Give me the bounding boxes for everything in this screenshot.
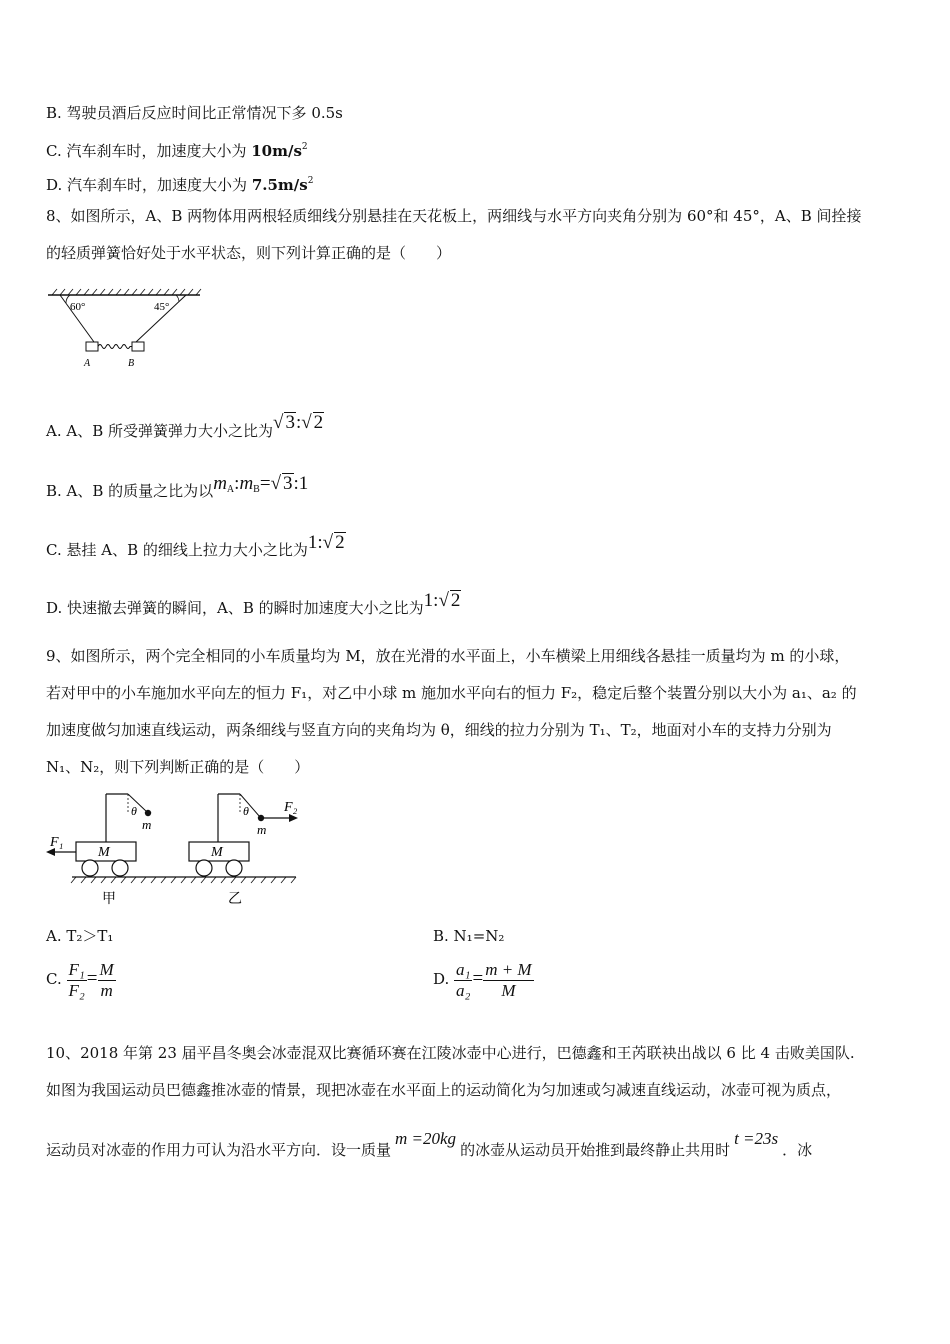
svg-text:θ: θ [131,804,137,818]
q9-figure [44,789,304,911]
angle-60-label: 60° [70,301,86,313]
cart-jia [46,794,151,907]
q7-option-d: D. 汽车刹车时，加速度大小为 $7.5m/s^2$ [46,176,314,194]
q8-option-a: A. A、B 所受弹簧弹力大小之比为√ 3:√ 2 [46,412,324,440]
block-b [132,342,144,351]
svg-text:M: M [211,845,223,860]
q8-stem-line1: 8、如图所示，A、B 两物体用两根轻质细线分别悬挂在天花板上，两细线与水平方向夹角分别为 60°和 45°，A、B 间拴接 [46,207,862,225]
q9-stem-line3: 加速度做匀加速直线运动，两条细线与竖直方向的夹角均为 θ，细线的拉力分别为 T₁、T₂，地面对小车的支持力分别为 [46,721,832,739]
q9-option-c: C. $\frac{\text{F₁}}{\text{F₂}}$ = $\frac{M}{m}$ [46,959,114,1000]
q9-stem-line4: N₁、N₂，则下列判断正确的是（ ） [46,758,310,776]
cart-yi [189,794,298,907]
label-b: B [128,358,135,369]
label-a: A [84,358,91,369]
svg-text:M: M [98,845,110,860]
svg-text:θ: θ [243,804,249,818]
svg-text:m: m [142,817,152,832]
q9-stem-line1: 9、如图所示，两个完全相同的小车质量均为 M，放在光滑的水平面上，小车横梁上用细线各悬挂一质量均为 m 的小球， [46,647,850,665]
svg-text:F₂: F₂ [284,800,298,815]
q8-figure [44,287,204,372]
angle-45-label: 45° [154,301,170,313]
q7-option-b: B. 驾驶员酒后反应时间比正常情况下多 0.5s [46,104,343,122]
q8-stem-line2: 的轻质弹簧恰好处于水平状态，则下列计算正确的是（ ） [46,244,452,262]
q8-option-b: B. A、B 的质量之比为以$m_A:m_B=√$ 3:1 [46,473,309,500]
q10-stem-line2: 如图为我国运动员巴德鑫推冰壶的情景，现把冰壶在水平面上的运动简化为匀加速或匀减速直线运动，冰壶可视为质点， [46,1081,842,1099]
svg-text:甲: 甲 [102,891,116,907]
q8-option-c: C. 悬挂 A、B 的细线上拉力大小之比为1:√ 2 [46,532,345,559]
q7-option-c: C. 汽车刹车时，加速度大小为 $10m/s^2$ [46,142,308,160]
spring [98,345,132,349]
block-a [86,342,98,351]
q9-option-d: D. $\frac{\text{a₁}}{\text{a₂}}$ = $\frac{m + M}{M}$ [433,959,532,1000]
svg-text:F₁: F₁ [50,835,64,850]
q9-stem-line2: 若对甲中的小车施加水平向左的恒力 F₁，对乙中小球 m 施加水平向右的恒力 F₂，稳定后整个装置分别以大小为 a₁、a₂ 的 [46,684,857,702]
q10-stem-line3: 运动员对冰壶的作用力可认为沿水平方向．设一质量m =20kg的冰壶从运动员开始推到最终静止共用时t =23s．冰 [46,1129,813,1159]
q10-stem-line1: 10、2018 年第 23 届平昌冬奥会冰壶混双比赛循环赛在江陵冰壶中心进行，巴德鑫和王芮联袂出战以 6 比 4 击败美国队. [46,1044,855,1062]
q9-option-b: B. N₁=N₂ [433,927,505,945]
svg-text:m: m [257,822,267,837]
svg-text:乙: 乙 [228,891,242,907]
q8-option-d: D. 快速撤去弹簧的瞬间，A、B 的瞬时加速度大小之比为1:√ 2 [46,590,461,617]
q9-option-a: A. T₂＞T₁ [46,927,114,945]
